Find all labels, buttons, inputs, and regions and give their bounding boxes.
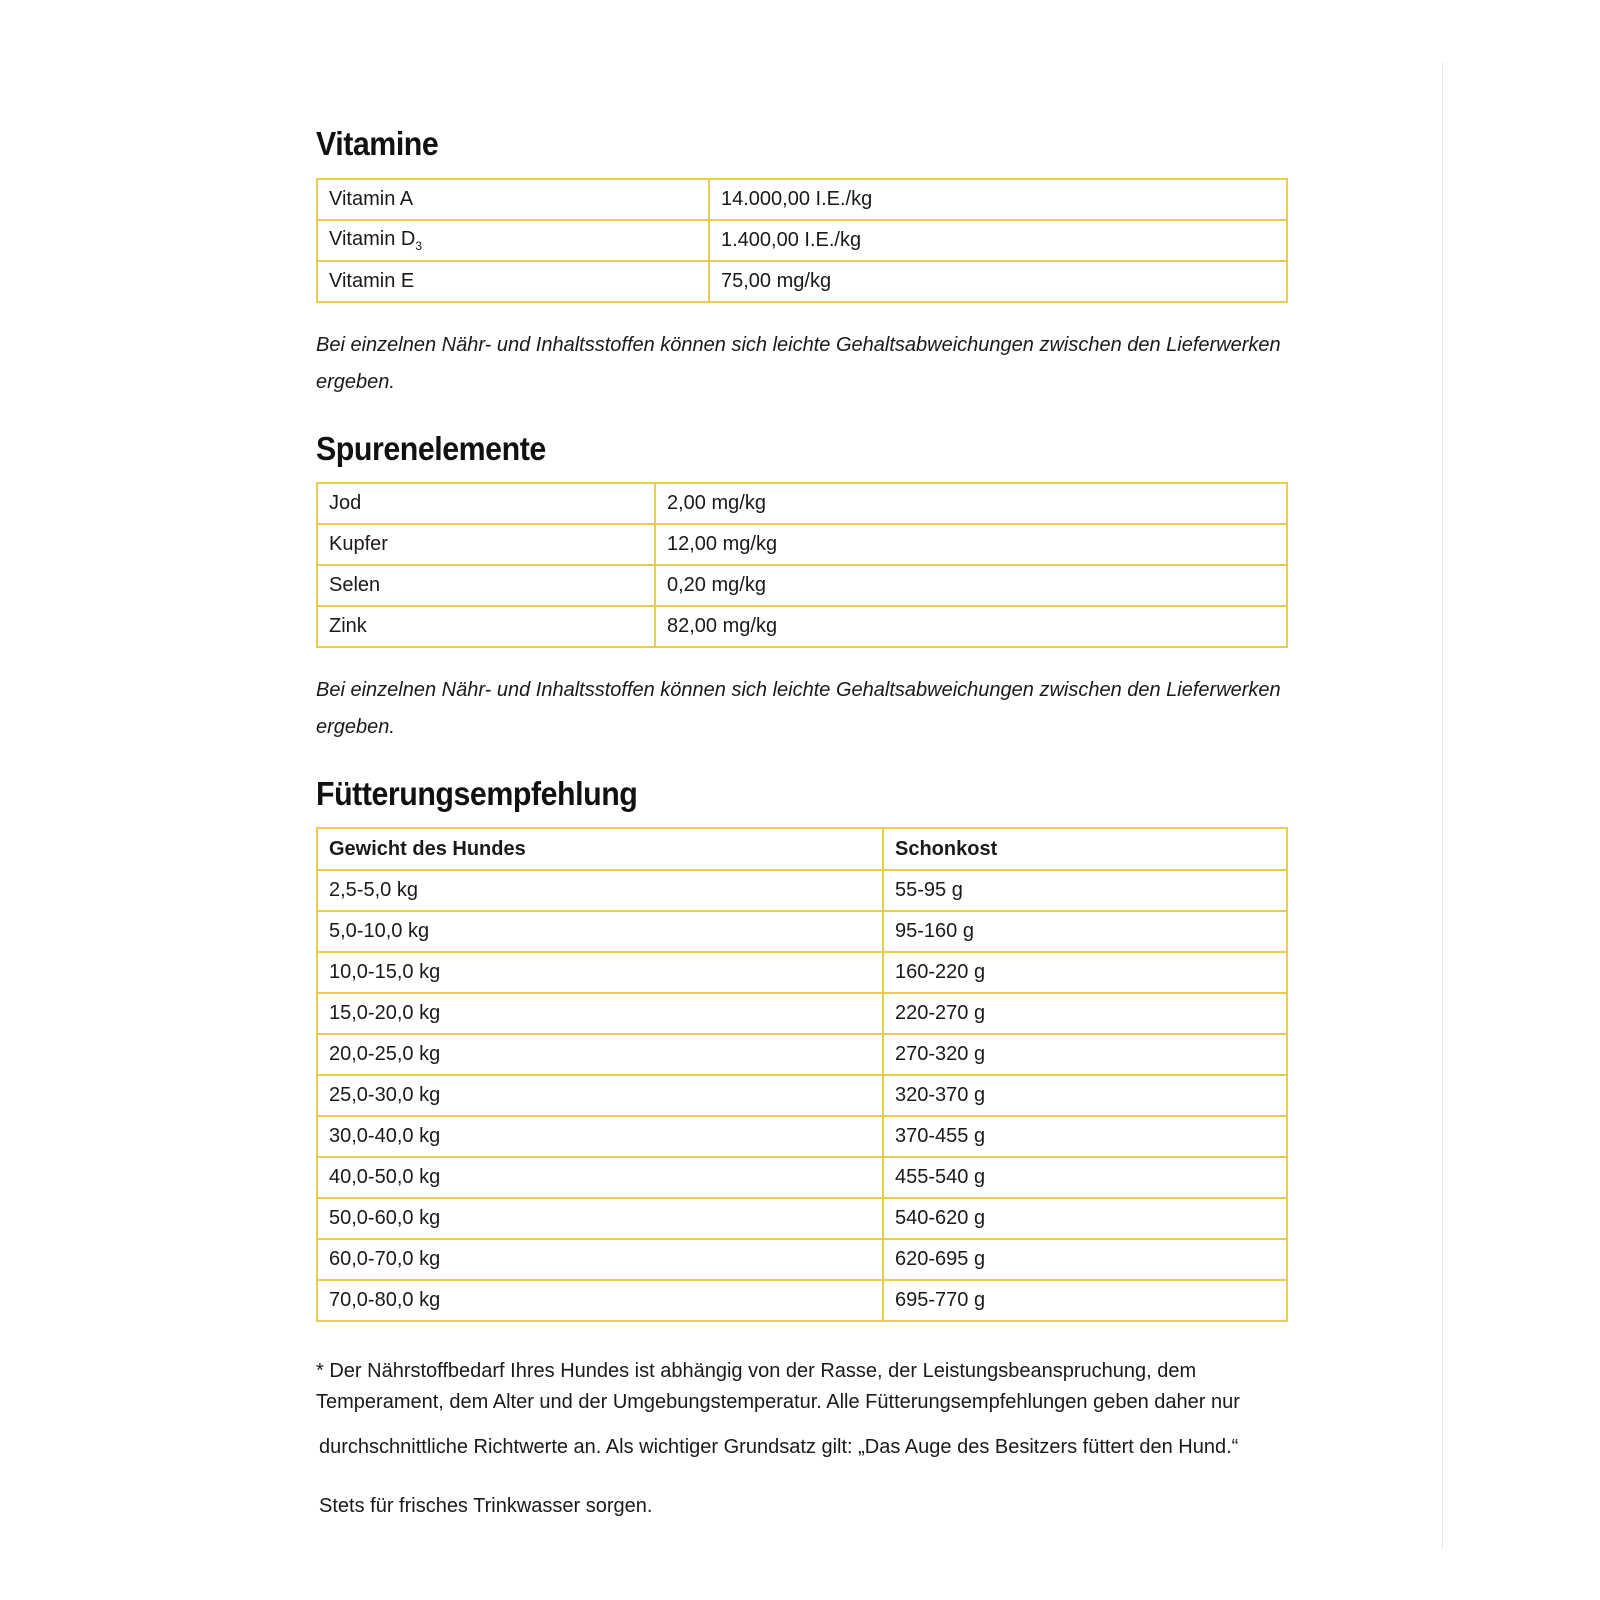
vitamine-note: Bei einzelnen Nähr- und Inhaltsstoffen können sich leichte Gehaltsabweichungen zwischen den Lieferwerken ergeben. — [316, 334, 1281, 393]
fuetterung-table — [316, 827, 1288, 1322]
dog-weight: 25,0-30,0 kg — [317, 1075, 883, 1116]
dog-weight: 40,0-50,0 kg — [317, 1157, 883, 1198]
water-note: Stets für frisches Trinkwasser sorgen. — [319, 1495, 653, 1517]
vitamine-table — [316, 178, 1288, 303]
spurenelemente-heading: Spurenelemente — [316, 430, 546, 467]
table-row — [317, 261, 1287, 302]
feeding-footnote: * Der Nährstoffbedarf Ihres Hundes ist abhängig von der Rasse, der Leistungsbeanspruchung, dem Temperament, dem Alter und der Umgebungstemperatur. Alle Fütterungsempfehlungen geben daher nur — [316, 1360, 1240, 1413]
dog-weight: 2,5-5,0 kg — [317, 870, 883, 911]
dog-weight: 15,0-20,0 kg — [317, 993, 883, 1034]
element-value: 12,00 mg/kg — [655, 524, 1287, 565]
element-name: Zink — [317, 606, 655, 647]
food-amount: 95-160 g — [883, 911, 1287, 952]
nutrient-name-text: Vitamin E — [329, 270, 415, 292]
table-row — [317, 1280, 1287, 1321]
nutrient-name — [317, 261, 709, 302]
table-row — [317, 993, 1287, 1034]
dog-weight: 30,0-40,0 kg — [317, 1116, 883, 1157]
table-row — [317, 1157, 1287, 1198]
table-row — [317, 911, 1287, 952]
nutrient-value: 1.400,00 I.E./kg — [709, 220, 1287, 261]
nutrient-name — [317, 220, 709, 261]
food-amount: 540-620 g — [883, 1198, 1287, 1239]
nutrient-value: 14.000,00 I.E./kg — [709, 179, 1287, 220]
table-row — [317, 1116, 1287, 1157]
dog-weight: 20,0-25,0 kg — [317, 1034, 883, 1075]
spurenelemente-note: Bei einzelnen Nähr- und Inhaltsstoffen können sich leichte Gehaltsabweichungen zwischen den Lieferwerken ergeben. — [316, 679, 1281, 738]
table-row — [317, 952, 1287, 993]
table-row — [317, 220, 1287, 261]
food-amount: 55-95 g — [883, 870, 1287, 911]
table-row — [317, 1034, 1287, 1075]
feeding-footnote-continued: durchschnittliche Richtwerte an. Als wichtiger Grundsatz gilt: „Das Auge des Besitzers füttert den Hund.“ — [319, 1436, 1239, 1458]
food-amount: 220-270 g — [883, 993, 1287, 1034]
nutrient-name — [317, 179, 709, 220]
dog-weight: 10,0-15,0 kg — [317, 952, 883, 993]
element-value: 0,20 mg/kg — [655, 565, 1287, 606]
food-amount: 370-455 g — [883, 1116, 1287, 1157]
fuetterung-header-row — [317, 828, 1287, 870]
fuetterung-heading: Fütterungsempfehlung — [316, 775, 638, 812]
dog-weight: 5,0-10,0 kg — [317, 911, 883, 952]
table-row — [317, 179, 1287, 220]
table-row — [317, 1075, 1287, 1116]
food-amount: 320-370 g — [883, 1075, 1287, 1116]
food-amount: 620-695 g — [883, 1239, 1287, 1280]
nutrient-subscript: 3 — [415, 239, 423, 253]
food-amount: 455-540 g — [883, 1157, 1287, 1198]
dog-weight: 60,0-70,0 kg — [317, 1239, 883, 1280]
document-content — [316, 120, 1288, 1522]
spurenelemente-table — [316, 482, 1288, 648]
header-weight: Gewicht des Hundes — [317, 828, 883, 870]
vitamine-heading: Vitamine — [316, 125, 439, 162]
table-row — [317, 870, 1287, 911]
nutrient-name-text: Vitamin A — [329, 188, 414, 210]
element-value: 82,00 mg/kg — [655, 606, 1287, 647]
table-row — [317, 524, 1287, 565]
page-edge-divider — [1442, 62, 1443, 1550]
dog-weight: 50,0-60,0 kg — [317, 1198, 883, 1239]
element-name: Selen — [317, 565, 655, 606]
element-value: 2,00 mg/kg — [655, 483, 1287, 524]
element-name: Kupfer — [317, 524, 655, 565]
table-row — [317, 1239, 1287, 1280]
nutrient-value: 75,00 mg/kg — [709, 261, 1287, 302]
food-amount: 695-770 g — [883, 1280, 1287, 1321]
dog-weight: 70,0-80,0 kg — [317, 1280, 883, 1321]
food-amount: 160-220 g — [883, 952, 1287, 993]
table-row — [317, 606, 1287, 647]
table-row — [317, 565, 1287, 606]
food-amount: 270-320 g — [883, 1034, 1287, 1075]
header-amount: Schonkost — [883, 828, 1287, 870]
nutrient-name-text: Vitamin D — [329, 228, 416, 250]
element-name: Jod — [317, 483, 655, 524]
table-row — [317, 1198, 1287, 1239]
table-row — [317, 483, 1287, 524]
